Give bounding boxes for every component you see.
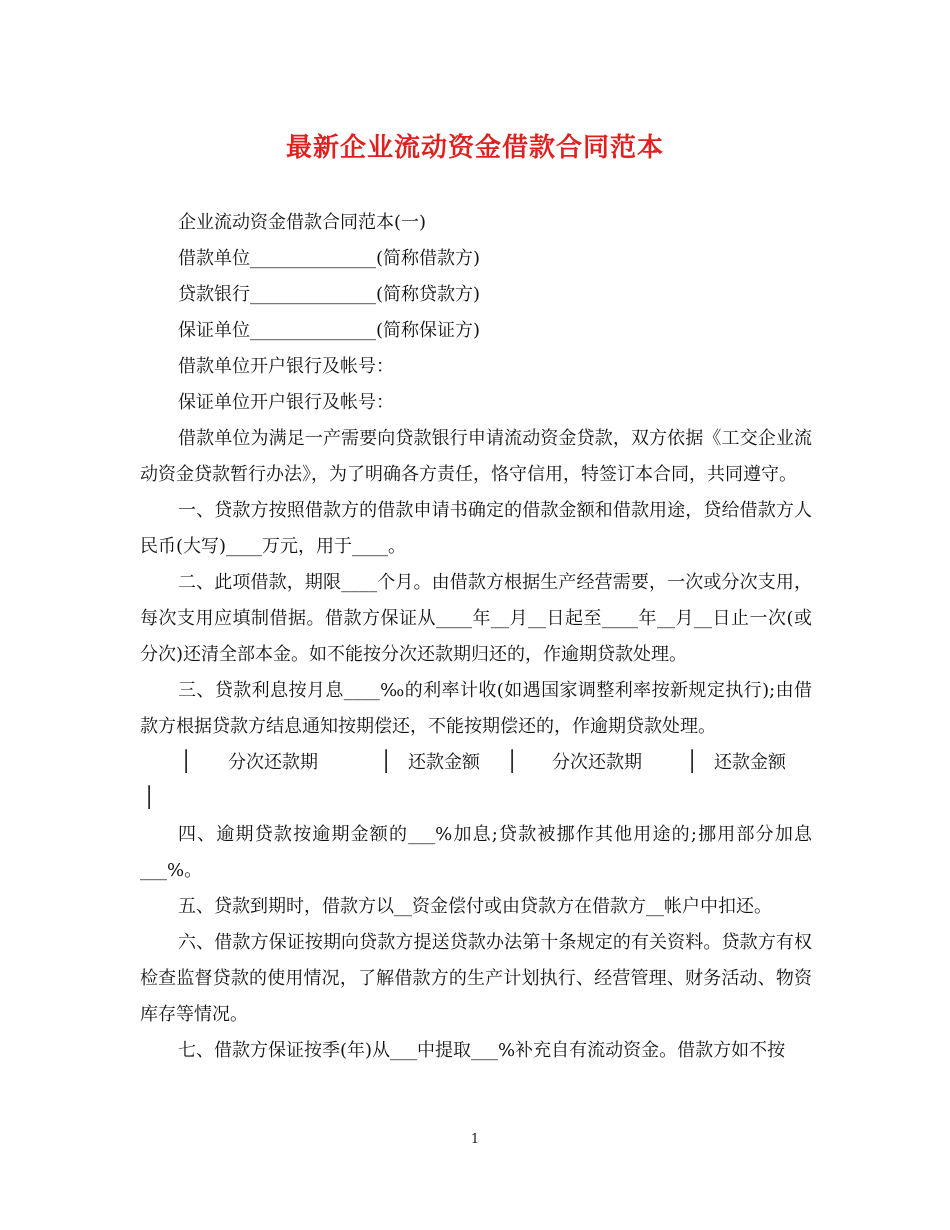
- table-divider: │: [180, 749, 193, 773]
- guarantor-field: 保证单位______________(简称保证方): [178, 320, 481, 341]
- clause-1: 一、贷款方按照借款方的借款申请书确定的借款金额和借款用途，贷给借款方人民币(大写)____万元，用于____。: [140, 500, 812, 557]
- borrower-account-field: 借款单位开户银行及帐号：: [178, 356, 394, 377]
- lender-field: 贷款银行______________(简称贷款方): [178, 284, 481, 305]
- table-divider: │: [380, 749, 393, 773]
- document-body: [140, 205, 812, 1069]
- table-divider: │: [686, 749, 699, 773]
- table-header: 分次还款期: [552, 752, 642, 773]
- clause-4: 四、逾期贷款按逾期金额的___%加息;贷款被挪作其他用途的;挪用部分加息___%。: [140, 824, 812, 881]
- table-header: 还款金额: [408, 752, 480, 773]
- borrower-field: 借款单位______________(简称借款方): [178, 248, 481, 269]
- preamble-paragraph: 借款单位为满足一产需要向贷款银行申请流动资金贷款，双方依据《工交企业流动资金贷款暂行办法》，为了明确各方责任，恪守信用，特签订本合同，共同遵守。: [140, 428, 812, 485]
- repayment-table: [140, 745, 812, 817]
- clause-7: 七、借款方保证按季(年)从___中提取___%补充自有流动资金。借款方如不按: [178, 1040, 786, 1061]
- table-header: 分次还款期: [228, 752, 318, 773]
- clause-3: 三、贷款利息按月息____‰的利率计收(如遇国家调整利率按新规定执行);由借款方根据贷款方结息通知按期偿还，不能按期偿还的，作逾期贷款处理。: [140, 680, 812, 737]
- clause-2: 二、此项借款，期限____个月。由借款方根据生产经营需要，一次或分次支用，每次支用应填制借据。借款方保证从____年__月__日起至____年__月__日止一次(或分次)还清全部本金。如不能按分次还款期归还的，作逾期贷款处理。: [140, 572, 812, 665]
- table-header: 还款金额: [714, 752, 786, 773]
- clause-5: 五、贷款到期时，借款方以__资金偿付或由贷款方在借款方__帐户中扣还。: [178, 896, 772, 917]
- document-title: 最新企业流动资金借款合同范本: [285, 133, 664, 163]
- table-divider: │: [143, 785, 156, 809]
- contract-subtitle: 企业流动资金借款合同范本(一): [178, 212, 427, 233]
- guarantor-account-field: 保证单位开户银行及帐号：: [178, 392, 394, 413]
- clause-6: 六、借款方保证按期向贷款方提送贷款办法第十条规定的有关资料。贷款方有权检查监督贷款的使用情况，了解借款方的生产计划执行、经营管理、财务活动、物资库存等情况。: [140, 932, 812, 1025]
- table-divider: │: [506, 749, 519, 773]
- page-number: 1: [470, 1132, 480, 1147]
